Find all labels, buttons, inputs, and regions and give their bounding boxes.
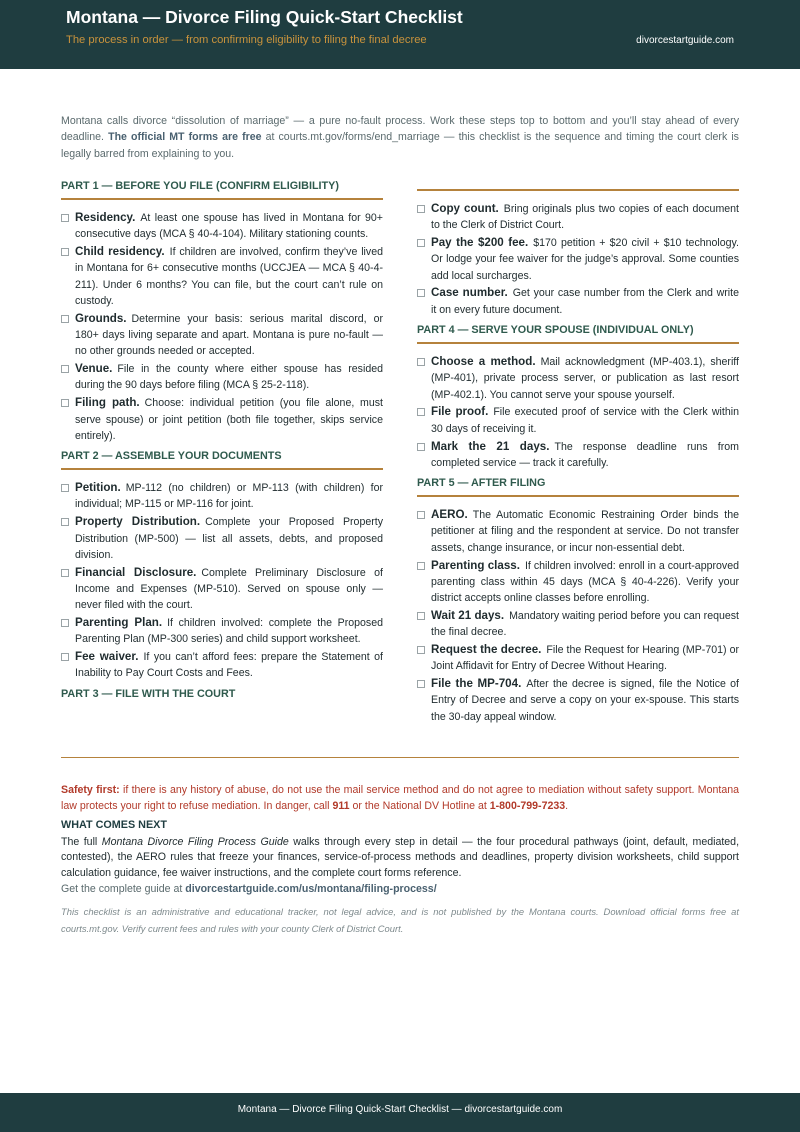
- checkbox[interactable]: [61, 248, 69, 256]
- item-label: Wait 21 days.: [431, 608, 505, 622]
- section-divider: [61, 757, 739, 758]
- item-label: Petition.: [75, 481, 121, 495]
- checklist-item: [61, 514, 383, 563]
- checkbox[interactable]: [417, 562, 425, 570]
- page-title: Montana — Divorce Filing Quick-Start Checklist: [66, 7, 463, 27]
- checkbox[interactable]: [417, 358, 425, 366]
- checkbox[interactable]: [61, 214, 69, 222]
- checklist-item: [417, 201, 739, 234]
- checklist-item: [417, 507, 739, 556]
- checklist-item: [417, 558, 739, 607]
- checklist-item: [417, 285, 739, 318]
- hotline-number: 1-800-799-7233: [489, 800, 566, 813]
- item-text: If you can’t afford fees: prepare the Statement of Inability to Pay Court Costs and Fees.: [75, 651, 384, 680]
- item-text: File executed proof of service with the Clerk within 30 days of receiving it.: [431, 406, 739, 435]
- checklist-item: [61, 615, 383, 648]
- checkbox[interactable]: [417, 289, 425, 297]
- intro-bold: The official MT forms are free: [108, 131, 262, 144]
- next-post: walks through every step in detail — the four procedural pathways (joint, default, mediated, contested), the AERO rules that freeze your finances, service-of-process methods and deadlines, property division worksheets, child support calculation guidance, fee waiver instructions, and the complete court forms reference.: [61, 836, 740, 879]
- checkbox[interactable]: [417, 646, 425, 654]
- checkbox[interactable]: [417, 612, 425, 620]
- item-label: Pay the $200 fee.: [431, 236, 529, 250]
- item-text: File the Request for Hearing (MP-701) or Joint Affidavit for Entry of Decree Without Hearing.: [431, 644, 739, 673]
- checkbox[interactable]: [61, 653, 69, 661]
- checkbox[interactable]: [417, 443, 425, 451]
- item-label: Fee waiver.: [75, 650, 139, 664]
- checklist-item: [61, 395, 383, 444]
- safety-text: or the National DV Hotline at: [352, 800, 487, 813]
- section-rule: [417, 495, 739, 497]
- section-rule: [61, 198, 383, 200]
- item-label: Residency.: [75, 211, 136, 224]
- item-label: Choose a method.: [431, 355, 536, 369]
- checklist-item: [61, 361, 383, 394]
- item-text: Complete Preliminary Disclosure of Income and Expenses (MP-510). Served on spouse only — never filed with the court.: [75, 566, 383, 612]
- intro-lead: Montana calls divorce “dissolution of marriage” — a pure no-fault process. Work these steps top to bottom and you’ll stay ahead of every deadline.: [61, 115, 739, 144]
- item-label: Filing path.: [75, 396, 140, 410]
- item-label: Request the decree.: [431, 643, 542, 657]
- checkbox[interactable]: [417, 205, 425, 213]
- item-label: Child residency.: [75, 245, 165, 259]
- item-text: Bring originals plus two copies of each document to the Clerk of District Court.: [431, 203, 739, 232]
- item-label: Mark the 21 days.: [431, 439, 550, 453]
- safety-text: if there is any history of abuse, do not use the mail service method and do not agree to mediation without safety support. Montana law protects your right to refuse mediation. In danger, call: [61, 784, 740, 813]
- section-rule: [417, 189, 739, 191]
- item-label: File proof.: [431, 405, 489, 419]
- site-name: divorcestartguide.com: [636, 35, 734, 46]
- safety-label: Safety first:: [61, 784, 120, 796]
- item-text: $170 petition + $20 civil + $10 technology. Or lodge your fee waiver for the judge’s approval. Some counties add local surcharges.: [431, 237, 740, 282]
- item-label: Property Distribution.: [75, 515, 201, 529]
- emergency-number: 911: [332, 800, 350, 813]
- checklist-item: [61, 565, 383, 614]
- item-label: File the MP-704.: [431, 677, 522, 691]
- checkbox[interactable]: [417, 511, 425, 519]
- checkbox[interactable]: [61, 569, 69, 577]
- checklist-item: [417, 354, 739, 403]
- item-label: Venue.: [75, 362, 113, 376]
- checklist-item: [61, 649, 383, 682]
- left-column: [61, 179, 383, 700]
- checklist-item: [61, 210, 383, 243]
- item-text: The response deadline runs from completed service — track it carefully.: [431, 440, 739, 469]
- checkbox[interactable]: [61, 315, 69, 323]
- checklist-item: [417, 642, 739, 675]
- checklist-item: [417, 676, 739, 725]
- item-label: Grounds.: [75, 311, 127, 325]
- item-label: Case number.: [431, 286, 508, 300]
- footer-banner: [0, 1093, 800, 1132]
- footer-text: Montana — Divorce Filing Quick-Start Checklist — divorcestartguide.com: [237, 1104, 563, 1115]
- checkbox[interactable]: [61, 619, 69, 627]
- checkbox[interactable]: [61, 399, 69, 407]
- header-banner: [0, 0, 800, 69]
- item-label: Parenting class.: [431, 558, 520, 572]
- safety-notice: [61, 782, 739, 815]
- page-subtitle: The process in order — from confirming eligibility to filing the final decree: [66, 34, 427, 46]
- checkbox[interactable]: [61, 365, 69, 373]
- disclaimer: This checklist is an administrative and educational tracker, not legal advice, and is not published by the Montana courts. Download official forms free at courts.mt.gov. Verify current fees and rules with your county Clerk of District Court.: [61, 906, 739, 934]
- checklist-item: [61, 244, 383, 309]
- checkbox[interactable]: [61, 484, 69, 492]
- safety-end: .: [565, 800, 569, 813]
- checkbox[interactable]: [417, 680, 425, 688]
- item-label: AERO.: [431, 508, 468, 522]
- item-text: Mail acknowledgment (MP-403.1), sheriff (MP-401), private process server, or publication as last resort (MP-402.1). You cannot serve your spouse yourself.: [431, 356, 739, 401]
- guide-link[interactable]: divorcestartguide.com/us/montana/filing-process/: [185, 883, 437, 895]
- cta-text: Get the complete guide at: [61, 883, 183, 895]
- guide-cta: [61, 883, 437, 895]
- item-text: After the decree is signed, file the Notice of Entry of Decree and serve a copy on your ex-spouse. This starts the 30-day appeal window.: [431, 678, 740, 723]
- item-text: If children are involved, confirm they’ve lived in Montana for 6+ consecutive months (UCCJEA — MCA § 40-4-211). Under 6 months? You can file, but the court can’t rule on custody.: [75, 246, 383, 307]
- item-text: If children involved: complete the Proposed Parenting Plan (MP-300 series) and child support worksheet.: [75, 617, 383, 646]
- item-text: Determine your basis: serious marital discord, or 180+ days living separate and apart. Montana is pure no-fault — no other grounds needed or accepted.: [75, 312, 383, 358]
- item-label: Copy count.: [431, 202, 499, 215]
- checkbox[interactable]: [61, 518, 69, 526]
- section-rule: [417, 342, 739, 344]
- next-pre: The full: [61, 836, 98, 848]
- intro-tail: at courts.mt.gov/forms/end_marriage — this checklist is the sequence and timing the court clerk is legally barred from explaining to you.: [61, 131, 739, 160]
- what-comes-next-title: WHAT COMES NEXT: [61, 819, 167, 831]
- part-4-title: PART 4 — SERVE YOUR SPOUSE (INDIVIDUAL ONLY): [417, 324, 694, 337]
- item-text: Choose: individual petition (you file alone, must serve spouse) or joint petition (both file together, skips service entirely).: [75, 397, 384, 442]
- guide-title: Montana Divorce Filing Process Guide: [101, 836, 289, 848]
- checklist-item: [417, 404, 739, 437]
- checklist-item: [417, 235, 739, 284]
- part-2-title: PART 2 — ASSEMBLE YOUR DOCUMENTS: [61, 450, 282, 463]
- part-1-title: PART 1 — BEFORE YOU FILE (CONFIRM ELIGIBILITY): [61, 180, 339, 192]
- item-text: File in the county where either spouse has resided during the 90 days before filing (MCA § 25-2-118).: [75, 363, 383, 392]
- part-3-title: PART 3 — FILE WITH THE COURT: [61, 687, 236, 700]
- right-column: [417, 189, 739, 727]
- checklist-item: [417, 608, 739, 641]
- item-text: Complete your Proposed Property Distribution (MP-500) — list all assets, debts, and proposed division.: [75, 516, 383, 561]
- checkbox[interactable]: [417, 239, 425, 247]
- checkbox[interactable]: [417, 408, 425, 416]
- checklist-item: [417, 439, 739, 472]
- item-text: If children involved: enroll in a court-approved parenting class within 45 days (MCA § 40-4-226). Verify your district accepts online classes before enrolling.: [431, 559, 739, 605]
- what-comes-next-body: [61, 835, 739, 881]
- checklist-item: [61, 480, 383, 513]
- item-text: Get your case number from the Clerk and write it on every future document.: [431, 287, 739, 316]
- part-5-title: PART 5 — AFTER FILING: [417, 477, 546, 490]
- item-text: MP-112 (no children) or MP-113 (with children) for individual; MP-115 or MP-116 for joint.: [75, 482, 383, 511]
- item-text: The Automatic Economic Restraining Order binds the petitioner at filing and the respondent at service. Do not transfer assets, change insurance, or incur non-essential debt.: [431, 509, 739, 554]
- intro-paragraph: [61, 113, 739, 162]
- section-rule: [61, 468, 383, 470]
- item-text: Mandatory waiting period before you can request the final decree.: [431, 609, 740, 639]
- item-label: Parenting Plan.: [75, 616, 163, 630]
- item-text: At least one spouse has lived in Montana for 90+ consecutive days (MCA § 40-4-104). Military stationing counts.: [75, 212, 383, 241]
- item-label: Financial Disclosure.: [75, 565, 197, 579]
- checklist-item: [61, 311, 383, 360]
